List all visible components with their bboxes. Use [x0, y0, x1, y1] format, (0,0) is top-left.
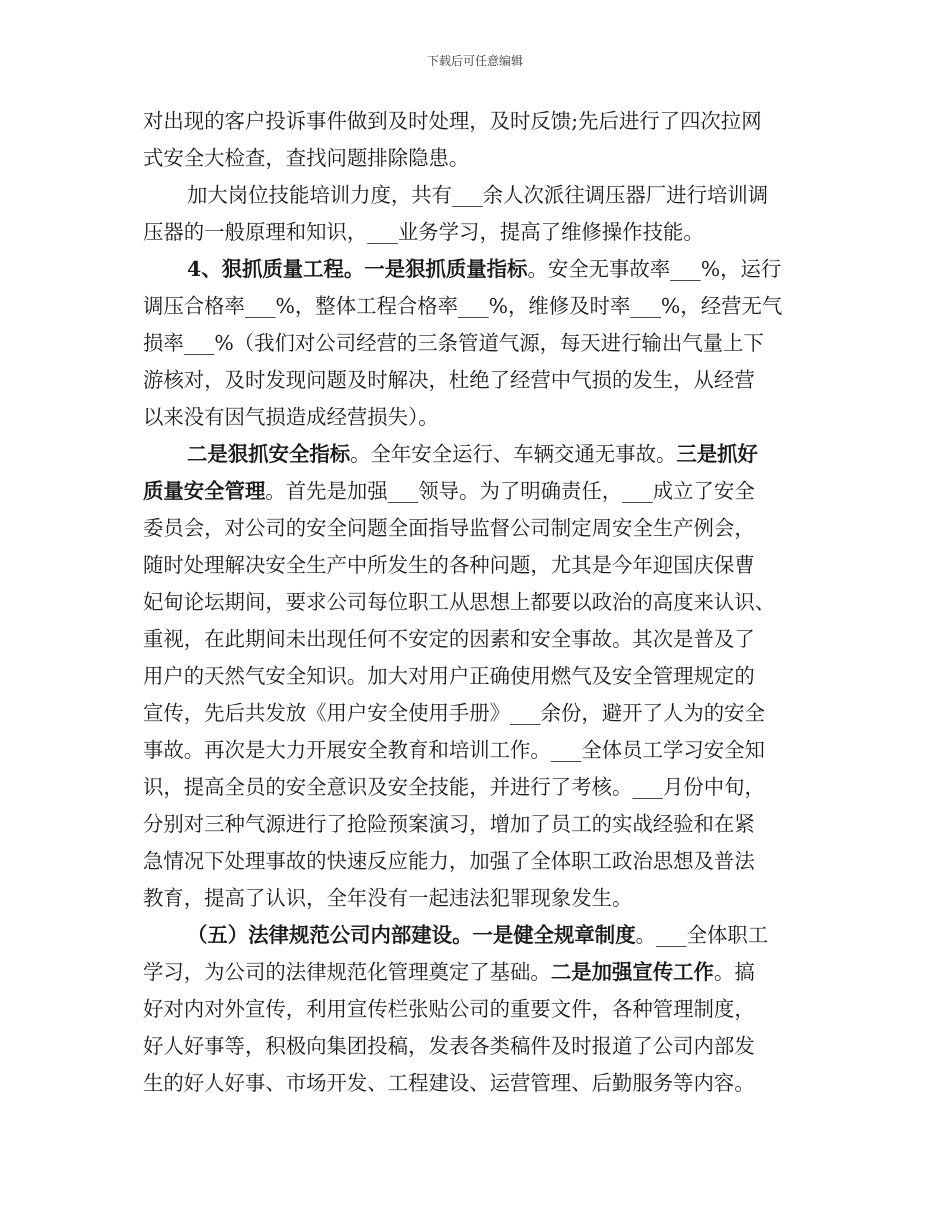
text-line — [143, 547, 808, 584]
body-text: 。首先是加强___领导。为了明确责任，___成立了安全 — [265, 479, 755, 503]
body-text: 急情况下处理事故的快速反应能力，加强了全体职工政治思想及普法 — [143, 849, 755, 873]
body-text: 加大岗位技能培训力度，共有___余人次派往调压器厂进行培训调 — [187, 183, 769, 207]
text-line — [143, 473, 808, 510]
text-line — [143, 584, 808, 621]
body-text: 好人好事等，积极向集团投稿，发表各类稿件及时报道了公司内部发 — [143, 1034, 755, 1058]
body-text: 好对内对外宣传，利用宣传栏张贴公司的重要文件，各种管理制度， — [143, 997, 755, 1021]
body-text: 压器的一般原理和知识，___业务学习，提高了维修操作技能。 — [143, 220, 704, 244]
text-line — [143, 436, 808, 473]
bold-heading-text: 二是狠抓安全指标 — [187, 442, 351, 466]
body-text: 生的好人好事、市场开发、工程建设、运营管理、后勤服务等内容。 — [143, 1071, 755, 1095]
bold-heading-text: 4、狠抓质量工程。一是狠抓质量指标 — [187, 257, 528, 281]
body-text: 用户的天然气安全知识。加大对用户正确使用燃气及安全管理规定的 — [143, 664, 755, 688]
text-line — [143, 214, 808, 251]
text-line — [143, 1028, 808, 1065]
text-line — [143, 880, 808, 917]
text-line — [143, 954, 808, 991]
body-text: 宣传，先后共发放《用户安全使用手册》___余份，避开了人为的安全 — [143, 701, 765, 725]
body-text: 重视，在此期间未出现任何不安定的因素和安全事故。其次是普及了 — [143, 627, 755, 651]
body-text: 损率___%（我们对公司经营的三条管道气源，每天进行输出气量上下 — [143, 331, 764, 355]
text-line — [143, 695, 808, 732]
text-line — [143, 991, 808, 1028]
bold-heading-text: 三是抓好 — [676, 442, 758, 466]
text-line — [143, 177, 808, 214]
text-line — [143, 399, 808, 436]
body-text: 以来没有因气损造成经营损失）。 — [143, 405, 439, 429]
text-line — [143, 917, 808, 954]
text-line — [143, 621, 808, 658]
text-line — [143, 732, 808, 769]
bold-heading-text: 二是加强宣传工作 — [550, 960, 714, 984]
text-line — [143, 658, 808, 695]
body-text: 委员会，对公司的安全问题全面指导监督公司制定周安全生产例会， — [143, 516, 755, 540]
document-body — [143, 103, 808, 1102]
text-line — [143, 510, 808, 547]
text-line — [143, 769, 808, 806]
body-text: 识，提高全员的安全意识及安全技能，并进行了考核。___月份中旬， — [143, 775, 765, 799]
body-text: 。___全体职工 — [635, 923, 769, 947]
text-line — [143, 362, 808, 399]
text-line — [143, 103, 808, 140]
body-text: 。搞 — [713, 960, 755, 984]
body-text: 随时处理解决安全生产中所发生的各种问题，尤其是今年迎国庆保曹 — [143, 553, 755, 577]
body-text: 对出现的客户投诉事件做到及时处理，及时反馈;先后进行了四次拉网 — [143, 109, 762, 133]
bold-heading-text: （五）法律规范公司内部建设。一是健全规章制度 — [187, 923, 636, 947]
text-line — [143, 1065, 808, 1102]
body-text: 。安全无事故率___%，运行 — [527, 257, 782, 281]
body-text: 妃甸论坛期间，要求公司每位职工从思想上都要以政治的高度来认识、 — [143, 590, 776, 614]
text-line — [143, 806, 808, 843]
text-line — [143, 251, 808, 288]
text-line — [143, 140, 808, 177]
body-text: 事故。再次是大力开展安全教育和培训工作。___全体员工学习安全知 — [143, 738, 765, 762]
body-text: 。全年安全运行、车辆交通无事故。 — [350, 442, 677, 466]
body-text: 分别对三种气源进行了抢险预案演习，增加了员工的实战经验和在紧 — [143, 812, 755, 836]
text-line — [143, 843, 808, 880]
body-text: 式安全大检查，查找问题排除隐患。 — [143, 146, 470, 170]
body-text: 教育，提高了认识，全年没有一起违法犯罪现象发生。 — [143, 886, 633, 910]
text-line — [143, 325, 808, 362]
body-text: 调压合格率___%，整体工程合格率___%，维修及时率___%，经营无气 — [143, 294, 783, 318]
text-line — [143, 288, 808, 325]
page-header: 下载后可任意编辑 — [426, 54, 523, 68]
bold-heading-text: 质量安全管理 — [143, 479, 266, 503]
body-text: 学习，为公司的法律规范化管理奠定了基础。 — [143, 960, 551, 984]
body-text: 游核对，及时发现问题及时解决，杜绝了经营中气损的发生，从经营 — [143, 368, 755, 392]
